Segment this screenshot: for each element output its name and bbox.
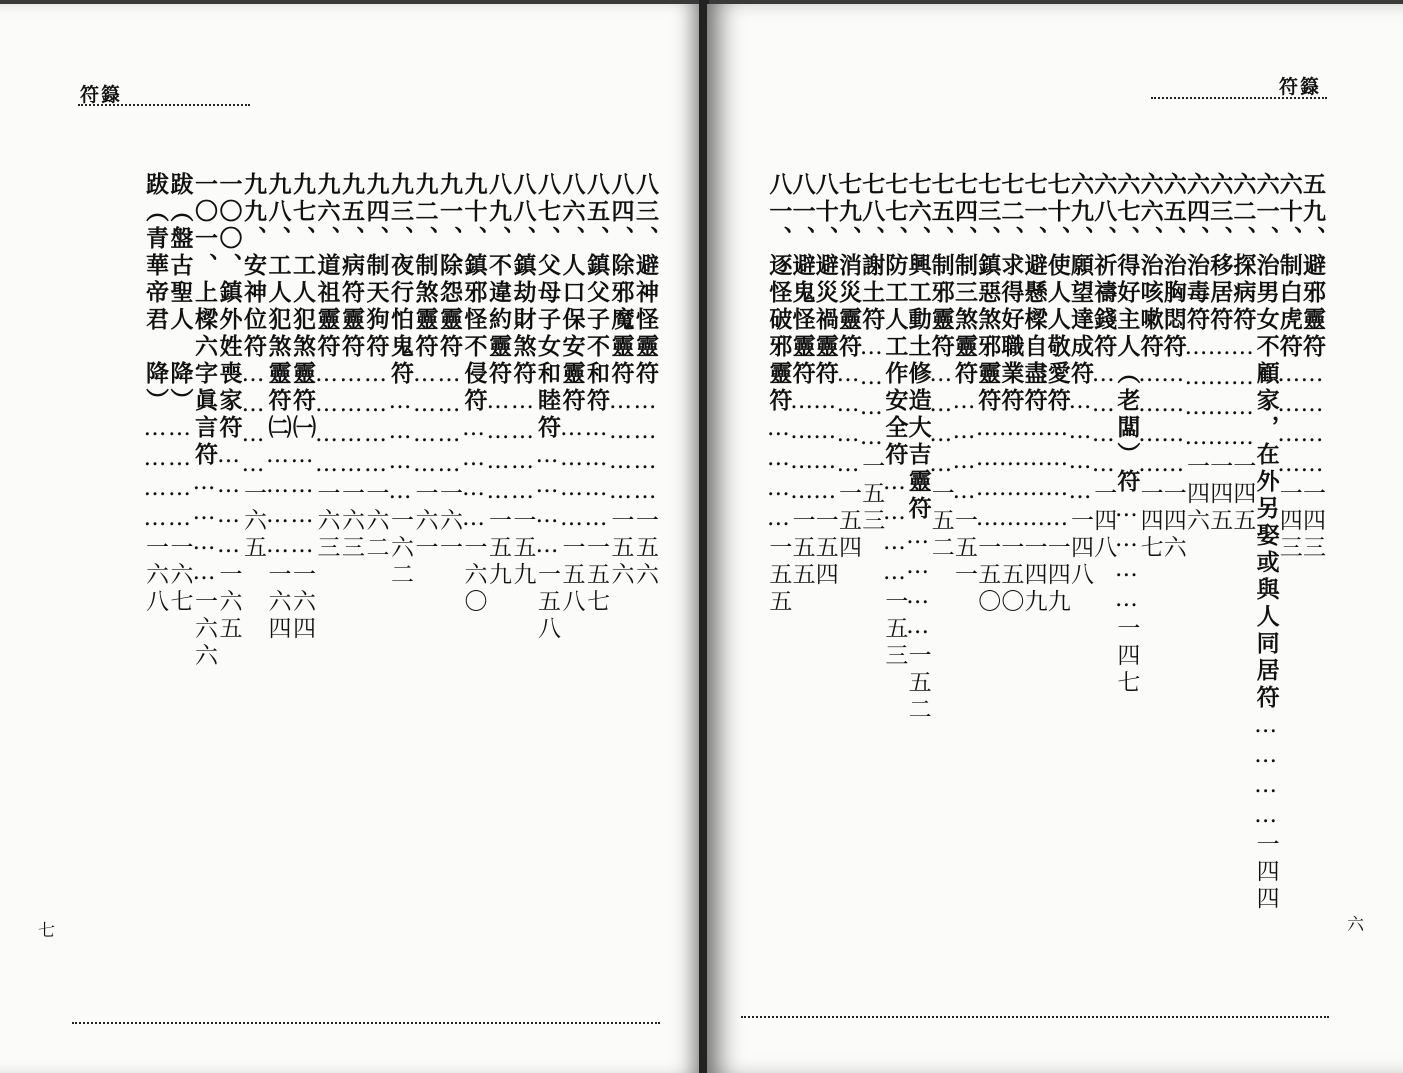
toc-leader-dots: ………… [313,361,340,481]
left-page [0,4,701,1073]
toc-entry-title: 九四、制天狗符 [362,172,390,361]
toc-leader-dots: ………… [460,415,487,535]
toc-entry-page: 一五〇 [997,535,1024,616]
toc-entry-title: 九二、制煞靈符 [411,172,439,361]
toc-entry-title: 一〇〇、鎮外姓喪家符 [215,172,243,442]
page-number-left: 七 [38,921,55,941]
toc-entry-page: 一四五 [1229,454,1256,535]
toc-entry-page: 一四七 [1136,481,1163,562]
toc-entry-page: 一六〇 [460,535,487,616]
toc-leader-dots: ………… [788,388,815,508]
toc-entry-title: 六三、移居符 [1206,172,1234,334]
toc-leader-dots: ………… [1113,496,1140,616]
toc-entry-page: 一六一 [436,481,462,562]
toc-leader-dots: ………… [927,361,954,481]
toc-entry-title: 八八、鎮劫財煞符 [509,172,537,388]
toc-entry-page: 一五七 [583,535,609,616]
toc-entry-page: 一五四 [835,481,861,562]
toc-leader-dots: ………… [904,523,931,643]
toc-leader-dots: ………… [509,388,536,508]
toc-entry-page: 一四八 [1090,481,1117,562]
toc-entry-page: 一六八 [142,535,168,616]
toc-entry-page: 一五六 [607,508,634,589]
toc-entry-page: 一五二 [927,481,954,562]
toc-entry-title: 八十、避災禍靈符 [811,172,839,388]
toc-entry-title: 九九、安神位符 [240,172,267,361]
header-rule-right [1151,97,1327,99]
toc-leader-dots: ………… [436,361,462,481]
toc-entry-page: 一五五 [765,535,792,616]
toc-leader-dots: ………… [558,415,585,535]
toc-entry-page: 一四六 [1159,481,1186,562]
toc-entry-title: 八七、父母子女和睦符 [534,172,561,442]
toc-entry [758,172,798,616]
toc-entry-page: 一六二 [362,481,389,562]
toc-entry-page: 一五八 [534,562,560,643]
toc-leader-dots: ………… [215,442,242,562]
toc-leader-dots: ………… [240,361,266,481]
toc-leader-dots: ………… [1183,334,1209,454]
toc-leader-dots: ………… [485,388,511,508]
toc-entry-page: 一五九 [509,508,536,589]
header-rule-left [78,104,250,106]
toc-entry-page: 一四四 [1252,832,1279,913]
toc-leader-dots: ………… [997,415,1024,535]
toc-leader-dots: ………… [264,442,291,562]
toc-leader-dots: ………… [142,415,168,535]
toc-leader-dots: ………… [583,415,609,535]
toc-entry-page: 一四五 [1206,454,1233,535]
toc-entry-title: 八一、避鬼怪靈符 [788,172,816,388]
toc-entry-title: 七十、使人人敬愛符 [1043,172,1071,415]
toc-entry-page: 一六一 [411,481,438,562]
toc-entry-page: 一四八 [1067,508,1093,589]
toc-entry-title: 六四、治毒符 [1183,172,1210,334]
toc-entry-title: 九一、除怨靈符 [436,172,463,361]
toc-entry-page: 一四七 [1113,616,1140,697]
toc-entry-title: 跋（青華帝君 降） [142,172,169,415]
toc-entry-page: 一六五 [240,481,266,562]
toc-leader-dots: ………… [411,361,438,481]
toc-entry-title: 七八、謝土符 [858,172,886,334]
right-page [707,4,1403,1073]
toc-entry-page: 一六三 [313,481,340,562]
toc-entry-title: 七二、求得好職業符 [997,172,1025,415]
toc-leader-dots: ………… [1067,388,1093,508]
toc-entry-title: 七四、制三煞靈符 [951,172,978,388]
toc-entry-title: 七九、消災靈符 [835,172,862,361]
toc-entry-title: 八九、不違約靈符 [485,172,512,388]
toc-entry-page: 一六五 [215,562,242,643]
toc-entry-page: 一五六 [632,508,658,589]
toc-leader-dots: ………… [338,361,364,481]
toc-entry-title: 九五、病符靈符 [338,172,365,361]
toc-leader-dots: ………… [191,469,217,589]
page-number-right: 六 [1347,915,1364,935]
toc-entry-title: 八一、逐怪破邪靈符 [765,172,793,415]
footer-rule-left [72,1022,660,1024]
toc-leader-dots: ………… [1136,361,1163,481]
toc-entry-title: 七七、防工人工作安全符 [881,172,909,469]
toc-entry-page: 一五三 [858,454,885,535]
toc-entry-title: 六十、制白虎符 [1275,172,1303,361]
running-head-left: 符籙 [80,84,123,106]
toc-entry-page: 一五五 [788,508,815,589]
toc-entry-title: 六六、治咳嗽符 [1136,172,1164,361]
toc-entry-page: 一五〇 [974,535,1001,616]
toc-entry-title: 跋（盤古聖人 降） [166,172,194,415]
toc-leader-dots: ………… [811,388,838,508]
toc-entry-title: 六五、治胸悶符 [1159,172,1187,361]
toc-entry-page: 一五八 [558,535,585,616]
toc-leader-dots: ………… [166,415,193,535]
toc-entry-title: 八四、除邪魔靈符 [607,172,635,388]
toc-entry-page: 一五四 [811,508,838,589]
toc-entry-page: 一四六 [1183,454,1209,535]
toc-entry-title: 七六、興工動土修造大吉靈符 [904,172,932,523]
toc-leader-dots: ………… [835,361,861,481]
toc-leader-dots: ………… [534,442,560,562]
toc-leader-dots: ………… [951,388,977,508]
toc-entry-title: 九三、夜行怕鬼符 [387,172,414,388]
running-head-right: 符籙 [1279,76,1322,98]
footer-rule-right [741,1016,1329,1018]
toc-entry-page: 一四三 [1275,481,1302,562]
toc-leader-dots: ………… [1206,334,1233,454]
toc-leader-dots: ………… [1252,712,1279,832]
toc-entry [135,172,175,616]
toc-entry-title: 五九、避邪靈符 [1299,172,1326,361]
toc-entry-page: 一六六 [191,589,217,670]
toc-entry-title: 一〇一、上樑六字眞言符 [191,172,218,469]
toc-leader-dots: ………… [1299,361,1325,481]
toc-leader-dots: ………… [1043,415,1070,535]
toc-entry-title: 九十、鎮邪怪不侵符 [460,172,488,415]
toc-entry-title: 九八、工人犯煞靈符㈡ [264,172,292,442]
toc-entry-page: 一六四 [264,562,291,643]
toc-leader-dots: ………… [1159,361,1186,481]
toc-leader-dots: ………… [1275,361,1302,481]
toc-entry-title: 九六、道祖靈符 [313,172,341,361]
toc-entry-page: 一五三 [881,589,908,670]
toc-entry-page: 一六四 [289,562,315,643]
toc-entry-title: 六一、治男女不顧家，在外另娶或與人同居符 [1252,172,1280,712]
toc-entry-title: 七三、鎮惡煞邪靈符 [974,172,1002,415]
toc-entry-title: 九七、工人犯煞靈符㈠ [289,172,316,442]
toc-leader-dots: ………… [1020,415,1047,535]
toc-leader-dots: ………… [974,415,1001,535]
toc-leader-dots: ………… [1229,334,1256,454]
toc-entry-title: 六九、願望達成符 [1067,172,1094,388]
toc-leader-dots: ………… [1090,361,1117,481]
toc-entry-page: 一五一 [951,508,977,589]
toc-entry-title: 六八、祈禱錢符 [1090,172,1118,361]
toc-entry-title: 八五、鎮父子不和符 [583,172,610,415]
toc-leader-dots: ………… [858,334,885,454]
toc-entry-page: 一五九 [485,508,511,589]
toc-leader-dots: ………… [765,415,792,535]
toc-entry-title: 七五、制邪靈符 [927,172,955,361]
toc-entry-title: 七一、避懸樑自盡符 [1020,172,1048,415]
toc-entry-page: 一六七 [166,535,193,616]
toc-entry-title: 八六、人口保安靈符 [558,172,586,415]
toc-entry-title: 六二、探病符 [1229,172,1257,334]
toc-entry-page: 一四九 [1020,535,1047,616]
toc-entry-page: 一六三 [338,481,364,562]
toc-leader-dots: ………… [607,388,634,508]
toc-entry-title: 八三、避神怪靈符 [632,172,659,388]
toc-entry-page: 一五二 [904,643,931,724]
toc-leader-dots: ………… [387,388,413,508]
toc-entry-page: 一四九 [1043,535,1070,616]
toc-leader-dots: ………… [289,442,315,562]
toc-entry-page: 一四三 [1299,481,1325,562]
toc-leader-dots: ………… [632,388,658,508]
toc-entry-page: 一六二 [387,508,413,589]
toc-leader-dots: ………… [881,469,908,589]
toc-leader-dots: ………… [362,361,389,481]
toc-entry-title: 六七、得好主人（老闆）符 [1113,172,1141,496]
